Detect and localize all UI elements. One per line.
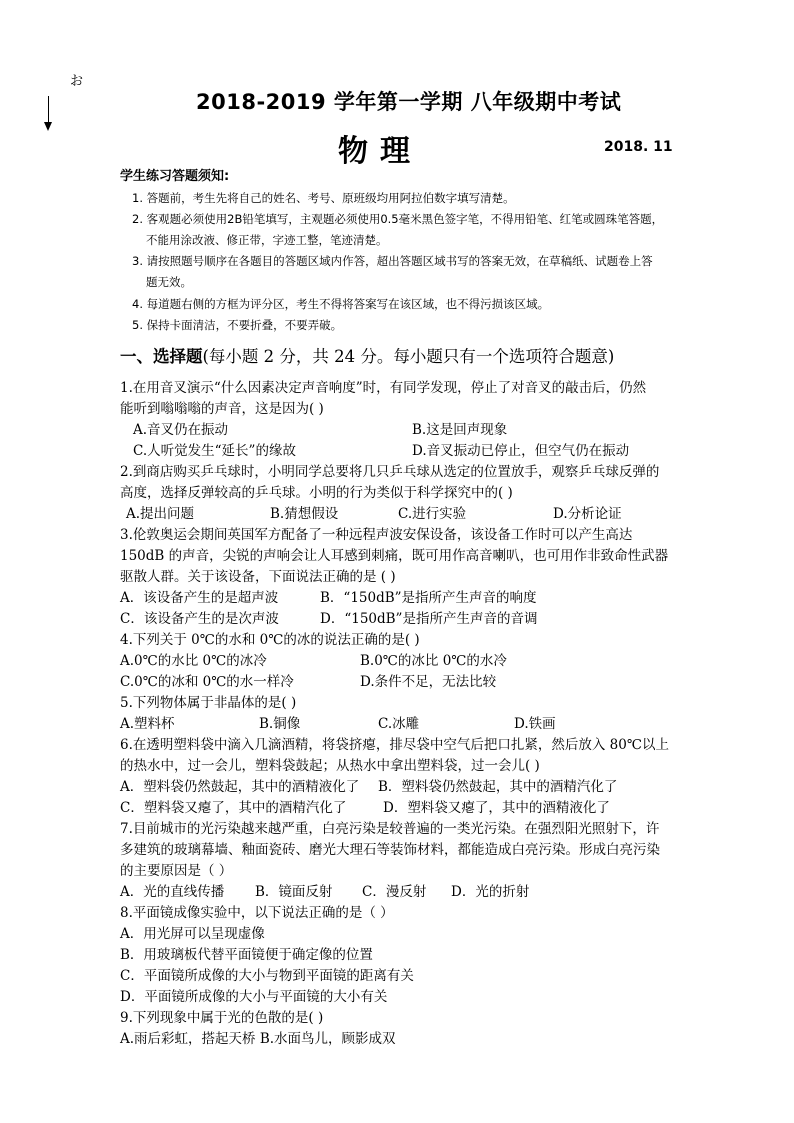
- question-line: 的主要原因是（ ）: [120, 863, 233, 879]
- option: D．“150dB”是指所产生声音的音调: [320, 611, 538, 627]
- option: A．该设备产生的是超声波: [120, 590, 279, 606]
- option: A.雨后彩虹，搭起天桥 B.水面鸟儿，顾影成双: [120, 1031, 396, 1047]
- notice-rule: 不能用涂改液、修正带，字迹工整，笔迹清楚。: [146, 233, 388, 247]
- question-line: 驱散人群。关于该设备，下面说法正确的是 ( ): [120, 569, 396, 585]
- option: D．光的折射: [451, 884, 530, 900]
- option: B.猜想假设: [270, 506, 339, 522]
- option: B.0℃的冰比 0℃的水冷: [360, 653, 507, 669]
- option: B．镜面反射: [255, 884, 333, 900]
- question-line: 4.下列关于 0℃的水和 0℃的冰的说法正确的是( ): [120, 632, 420, 648]
- question-line: 多建筑的玻璃幕墙、釉面瓷砖、磨光大理石等装饰材料，都能造成白亮污染。形成白亮污染: [120, 842, 660, 858]
- question-line: 5.下列物体属于非晶体的是( ): [120, 695, 297, 711]
- notice-rule: 1. 答题前，考生先将自己的姓名、考号、原班级均用阿拉伯数字填写清楚。: [132, 191, 515, 205]
- exam-date: 2018. 11: [604, 139, 673, 155]
- option: D．平面镜所成像的大小与平面镜的大小有关: [120, 989, 388, 1005]
- option: A.提出问题: [126, 506, 195, 522]
- option: C.人听觉发生“延长”的缘故: [133, 443, 296, 459]
- option: C.进行实验: [398, 506, 467, 522]
- option: A.音叉仍在振动: [133, 422, 229, 438]
- question-line: 1.在用音叉演示“什么因素决定声音响度”时，有同学发现，停止了对音叉的敲击后，仍然: [120, 380, 647, 396]
- option: C．该设备产生的是次声波: [120, 611, 279, 627]
- question-line: 9.下列现象中属于光的色散的是( ): [120, 1010, 324, 1026]
- question-line: 3.伦敦奥运会期间英国军方配备了一种远程声波安保设备，该设备工作时可以产生高达: [120, 527, 633, 543]
- question-line: 的热水中，过一会儿，塑料袋鼓起；从热水中拿出塑料袋，过一会儿( ): [120, 758, 540, 774]
- notice-rule: 题无效。: [146, 275, 192, 289]
- down-arrow-icon-head: [44, 122, 52, 131]
- notice-rule: 3. 请按照题号顺序在各题目的答题区域内作答，超出答题区域书写的答案无效，在草稿纸、试题卷上答: [132, 254, 653, 268]
- option: D．塑料袋又瘪了，其中的酒精液化了: [383, 800, 610, 816]
- option: D.分析论证: [553, 506, 622, 522]
- notice-rule: 5. 保持卡面清洁，不要折叠，不要弄破。: [132, 318, 343, 332]
- option: D.音叉振动已停止，但空气仍在振动: [412, 443, 630, 459]
- option: B．塑料袋仍然鼓起，其中的酒精汽化了: [378, 779, 618, 795]
- option: D.铁画: [514, 716, 556, 732]
- option: A．塑料袋仍然鼓起，其中的酒精液化了: [120, 779, 360, 795]
- option: A.0℃的水比 0℃的冰冷: [120, 653, 267, 669]
- option: B．用玻璃板代替平面镜便于确定像的位置: [120, 947, 373, 963]
- option: A.塑料杯: [120, 716, 175, 732]
- notice-rule: 2. 客观题必须使用2B铅笔填写，主观题必须使用0.5毫米黑色签字笔，不得用铅笔、红笔或圆珠笔答题，: [132, 212, 664, 226]
- question-line: 2.到商店购买乒乓球时，小明同学总要将几只乒乓球从选定的位置放手，观察乒乓球反弹的: [120, 464, 660, 480]
- question-line: 6.在透明塑料袋中滴入几滴酒精，将袋挤瘪，排尽袋中空气后把口扎紧，然后放入 80℃以上: [120, 737, 669, 753]
- question-line: 能听到嗡嗡嗡的声音，这是因为( ): [120, 401, 324, 417]
- question-line: 150dB 的声音，尖锐的声响会让人耳感到刺痛，既可用作高音喇叭，也可用作非致命性武器: [120, 548, 669, 564]
- option: C．塑料袋又瘪了，其中的酒精汽化了: [120, 800, 347, 816]
- exam-title: 2018-2019 学年第一学期 八年级期中考试: [196, 90, 622, 114]
- option: B．“150dB”是指所产生声音的响度: [320, 590, 537, 606]
- option: C.0℃的冰和 0℃的水一样冷: [120, 674, 294, 690]
- option: B.这是回声现象: [412, 422, 508, 438]
- option: C.冰雕: [378, 716, 420, 732]
- option: B.铜像: [259, 716, 301, 732]
- question-line: 8.平面镜成像实验中，以下说法正确的是（ ）: [120, 905, 394, 921]
- question-line: 高度，选择反弹较高的乒乓球。小明的行为类似于科学探究中的( ): [120, 485, 513, 501]
- notice-heading: 学生练习答题须知:: [120, 169, 230, 184]
- option: A．用光屏可以呈现虚像: [120, 926, 265, 942]
- subject-title: 物理: [338, 134, 422, 169]
- option: A．光的直线传播: [120, 884, 225, 900]
- question-line: 7.目前城市的光污染越来越严重，白亮污染是较普遍的一类光污染。在强烈阳光照射下，许: [120, 821, 660, 837]
- section-heading: [120, 343, 614, 367]
- margin-mark: お: [70, 74, 84, 89]
- section-desc: (每小题 2 分，共 24 分。每小题只有一个选项符合题意): [202, 347, 615, 366]
- option: C．平面镜所成像的大小与物到平面镜的距离有关: [120, 968, 414, 984]
- option: C．漫反射: [362, 884, 427, 900]
- section-title: 一、选择题: [120, 347, 203, 366]
- notice-rule: 4. 每道题右侧的方框为评分区，考生不得将答案写在该区域，也不得污损该区域。: [132, 297, 550, 311]
- option: D.条件不足，无法比较: [360, 674, 497, 690]
